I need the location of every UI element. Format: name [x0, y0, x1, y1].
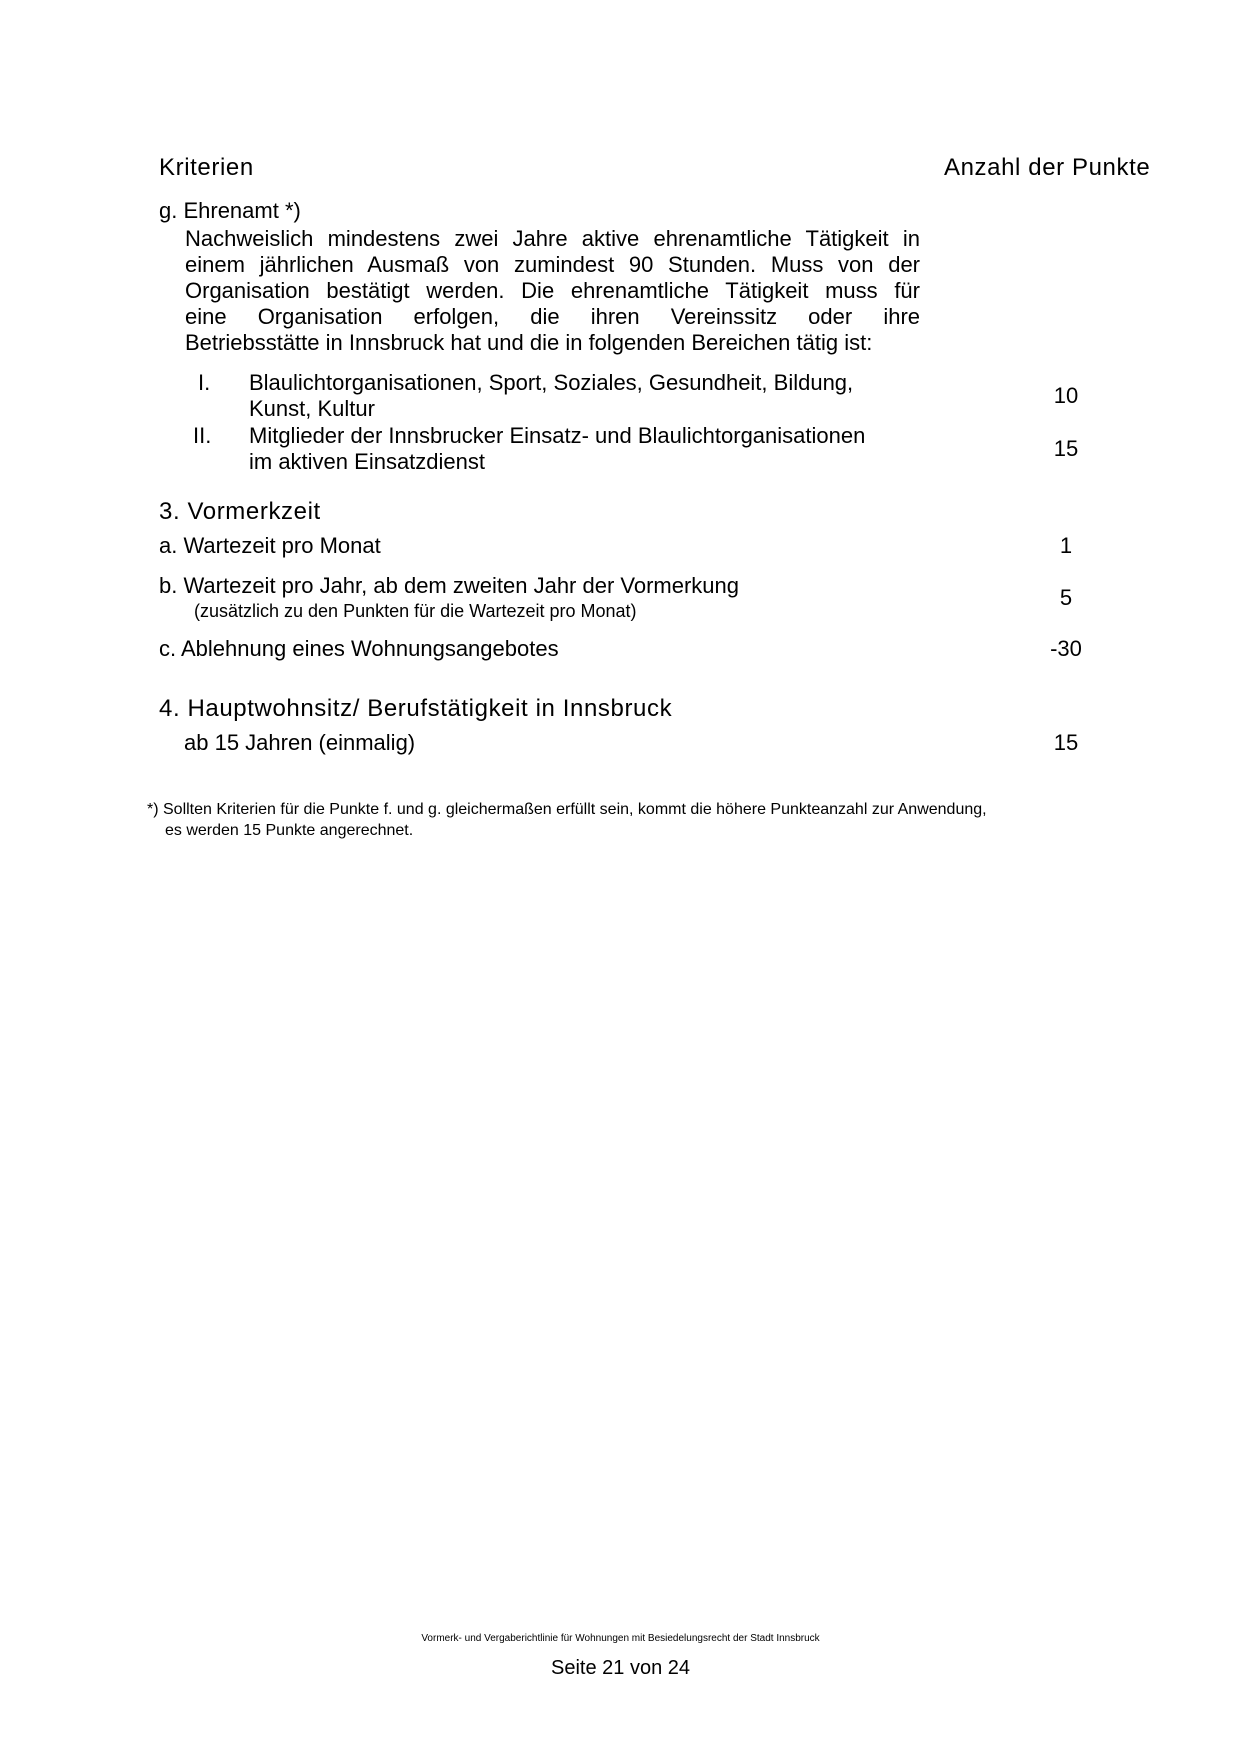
item-2-line2: im aktiven Einsatzdienst [249, 449, 485, 474]
section-4-title: 4. Hauptwohnsitz/ Berufstätigkeit in Innsbruck [159, 695, 673, 722]
paragraph-line: Nachweislich mindestens zwei Jahre aktive ehrenamtliche Tätigkeit in [185, 226, 920, 251]
section-g-title: g. Ehrenamt *) [159, 198, 301, 223]
item-2-line1: Mitglieder der Innsbrucker Einsatz- und Blaulichtorganisationen [249, 423, 866, 448]
item-1-numeral: I. [198, 370, 211, 395]
page-number: Seite 21 von 24 [551, 1657, 690, 1679]
section-3a-label: a. Wartezeit pro Monat [159, 533, 381, 558]
item-1-line1: Blaulichtorganisationen, Sport, Soziales, Gesundheit, Bildung, [249, 370, 854, 395]
section-3c-points: -30 [1050, 636, 1082, 661]
section-3b-points: 5 [1059, 585, 1073, 610]
section-3c-label: c. Ablehnung eines Wohnungsangebotes [159, 636, 559, 661]
footer-doc-title: Vormerk- und Vergaberichtlinie für Wohnungen mit Besiedelungsrecht der Stadt Innsbruck [421, 1633, 820, 1644]
section-3b-label: b. Wartezeit pro Jahr, ab dem zweiten Jahr der Vormerkung [159, 573, 740, 598]
section-4-row-label: ab 15 Jahren (einmalig) [184, 730, 416, 755]
section-g-paragraph [185, 226, 920, 356]
section-3a-points: 1 [1059, 533, 1073, 558]
criteria-column-header: Kriterien [159, 154, 254, 181]
section-3b-note: (zusätzlich zu den Punkten für die Wartezeit pro Monat) [194, 601, 637, 621]
paragraph-line: Betriebsstätte in Innsbruck hat und die in folgenden Bereichen tätig ist: [185, 330, 873, 355]
item-2-numeral: II. [193, 423, 212, 448]
points-column-header: Anzahl der Punkte [944, 154, 1151, 181]
section-3-title: 3. Vormerkzeit [159, 498, 321, 525]
paragraph-line: einem jährlichen Ausmaß von zumindest 90 Stunden. Muss von der [185, 252, 920, 277]
paragraph-line: eine Organisation erfolgen, die ihren Vereinssitz oder ihre [185, 304, 920, 329]
section-4-row-points: 15 [1053, 730, 1079, 755]
footnote-line2: es werden 15 Punkte angerechnet. [165, 822, 414, 839]
paragraph-line: Organisation bestätigt werden. Die ehrenamtliche Tätigkeit muss für [185, 278, 920, 303]
item-2-points: 15 [1053, 436, 1079, 461]
footnote-line1: *) Sollten Kriterien für die Punkte f. und g. gleichermaßen erfüllt sein, kommt die höhere Punkteanzahl zur Anwendung, [147, 801, 987, 818]
item-1-points: 10 [1053, 383, 1079, 408]
item-1-line2: Kunst, Kultur [249, 396, 375, 421]
